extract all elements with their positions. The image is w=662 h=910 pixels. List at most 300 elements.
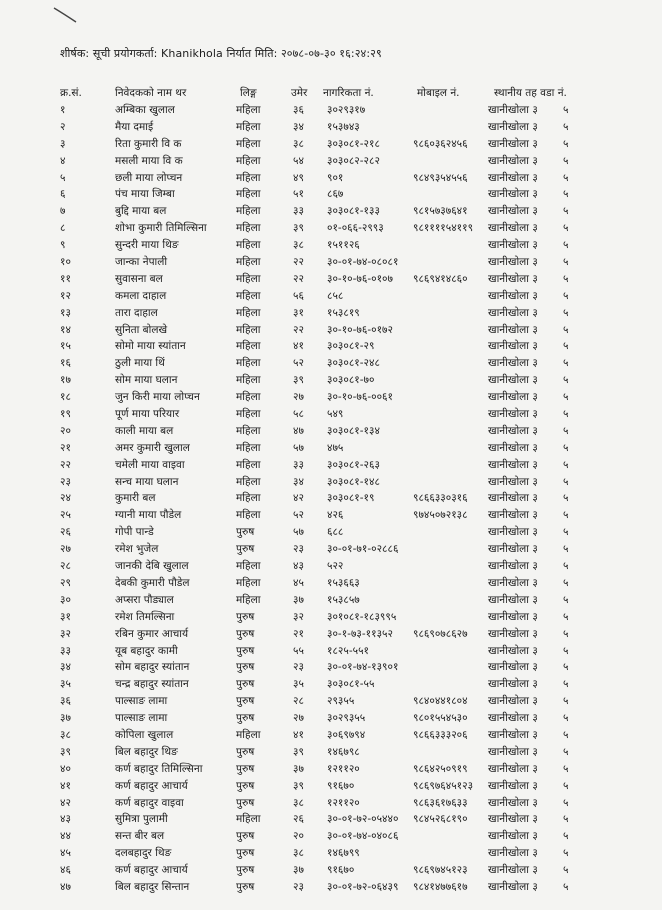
ward-number-cell: ५	[563, 627, 569, 640]
applicant-name-cell: कमला दाहाल	[115, 289, 167, 302]
citizenship-number-cell: ३०३०८१-२९	[327, 340, 375, 353]
age-cell: ५७	[293, 526, 304, 539]
citizenship-number-cell: ३०३०८१-२१८	[327, 137, 380, 150]
table-header	[0, 86, 662, 102]
mobile-number-cell: ९८६९४१४८६०	[413, 272, 468, 285]
applicant-name-cell: रमेश भुजेल	[115, 543, 159, 556]
ward-number-cell: ५	[563, 256, 569, 269]
gender-cell: पुरुष	[236, 661, 255, 674]
serial-number-cell: ३५	[60, 678, 71, 691]
applicant-name-cell: कर्ण बहादुर आचार्य	[115, 779, 188, 792]
local-level-cell: खानीखोला ३	[488, 610, 538, 623]
citizenship-number-cell: १२११२०	[327, 762, 360, 775]
ward-number-cell: ५	[563, 576, 569, 589]
serial-number-cell: ३२	[60, 627, 71, 640]
applicant-name-cell: चमेली माया वाइवा	[115, 458, 185, 471]
gender-cell: महिला	[236, 374, 261, 387]
age-cell: २०	[293, 830, 304, 843]
serial-number-cell: २०	[60, 424, 71, 437]
local-level-cell: खानीखोला ३	[488, 813, 538, 826]
ward-number-cell: ५	[563, 289, 569, 302]
ward-number-cell: ५	[563, 695, 569, 708]
age-cell: ३२	[293, 610, 304, 623]
gender-cell: पुरुष	[236, 543, 255, 556]
applicant-name-cell: पंच माया जिम्बा	[115, 188, 175, 201]
local-level-cell: खानीखोला ३	[488, 357, 538, 370]
table-row	[0, 289, 662, 306]
local-level-cell: खानीखोला ३	[488, 762, 538, 775]
applicant-name-cell: ठुली माया थिं	[115, 357, 165, 370]
applicant-name-cell: सन्त बीर बल	[115, 830, 165, 843]
ward-number-cell: ५	[563, 222, 569, 235]
serial-number-cell: ८	[60, 222, 66, 235]
header-mobile-number: मोबाइल नं.	[417, 87, 460, 99]
ward-number-cell: ५	[563, 847, 569, 860]
age-cell: ३७	[293, 762, 304, 775]
citizenship-number-cell: ३०-१०-७६-०१०७	[327, 272, 393, 285]
mobile-number-cell: ९८११११५४११९	[413, 222, 474, 235]
table-row	[0, 475, 662, 492]
table-row	[0, 171, 662, 188]
serial-number-cell: १२	[60, 289, 71, 302]
citizenship-number-cell: ३०-१०-७६-०१७२	[327, 323, 393, 336]
table-row	[0, 677, 662, 694]
ward-number-cell: ५	[563, 543, 569, 556]
serial-number-cell: ३६	[60, 695, 71, 708]
local-level-cell: खानीखोला ३	[488, 509, 538, 522]
table-row	[0, 812, 662, 829]
citizenship-number-cell: १५३८५७	[327, 593, 360, 606]
gender-cell: महिला	[236, 728, 261, 741]
ward-number-cell: ५	[563, 357, 569, 370]
citizenship-number-cell: ३०२९३१७	[327, 104, 366, 116]
age-cell: ४१	[293, 340, 304, 353]
serial-number-cell: ४५	[60, 847, 71, 860]
citizenship-number-cell: ३०१०८१-१८३९९५	[327, 610, 397, 623]
mobile-number-cell: ९८४०४४१८०४	[413, 695, 468, 708]
age-cell: २२	[293, 256, 304, 269]
ward-number-cell: ५	[563, 205, 569, 218]
citizenship-number-cell: ९०१	[327, 171, 344, 184]
ward-number-cell: ५	[563, 154, 569, 167]
ward-number-cell: ५	[563, 458, 569, 471]
citizenship-number-cell: ३०-०१-७४-१३९०१	[327, 661, 399, 674]
table-row	[0, 373, 662, 390]
local-level-cell: खानीखोला ३	[488, 289, 538, 302]
local-level-cell: खानीखोला ३	[488, 779, 538, 792]
citizenship-number-cell: १५३७४३	[327, 120, 360, 133]
table-row	[0, 627, 662, 644]
table-row	[0, 525, 662, 542]
local-level-cell: खानीखोला ३	[488, 424, 538, 437]
gender-cell: महिला	[236, 205, 261, 218]
citizenship-number-cell: ४२६	[327, 509, 344, 522]
citizenship-number-cell: ५४९	[327, 408, 344, 421]
table-row	[0, 103, 662, 120]
age-cell: ३४	[293, 475, 304, 488]
table-row	[0, 120, 662, 137]
gender-cell: महिला	[236, 289, 261, 302]
gender-cell: महिला	[236, 154, 261, 167]
header-serial-number: क्र.सं.	[60, 87, 82, 99]
citizenship-number-cell: ३०३०८१-७०	[327, 374, 375, 387]
gender-cell: पुरुष	[236, 847, 255, 860]
serial-number-cell: २६	[60, 526, 71, 539]
age-cell: ५४	[293, 154, 304, 167]
age-cell: ३८	[293, 847, 304, 860]
citizenship-number-cell: ३०३०८१-२६३	[327, 458, 380, 471]
gender-cell: पुरुष	[236, 830, 255, 843]
gender-cell: महिला	[236, 222, 261, 235]
applicant-name-cell: पाल्साङ लामा	[115, 712, 168, 725]
age-cell: २१	[293, 627, 304, 640]
age-cell: ४२	[293, 492, 304, 505]
ward-number-cell: ५	[563, 475, 569, 488]
table-row	[0, 306, 662, 323]
citizenship-number-cell: ३०३०८१-१४८	[327, 475, 380, 488]
ward-number-cell: ५	[563, 728, 569, 741]
gender-cell: महिला	[236, 408, 261, 421]
local-level-cell: खानीखोला ३	[488, 492, 538, 505]
table-row	[0, 441, 662, 458]
age-cell: ५१	[293, 188, 304, 201]
gender-cell: महिला	[236, 593, 261, 606]
mobile-number-cell: ९८४५२६८१९०	[413, 813, 468, 826]
gender-cell: पुरुष	[236, 712, 255, 725]
age-cell: ३५	[293, 678, 304, 691]
table-row	[0, 711, 662, 728]
age-cell: २८	[293, 695, 304, 708]
ward-number-cell: ५	[563, 509, 569, 522]
ward-number-cell: ५	[563, 408, 569, 421]
mobile-number-cell: ९८६६३३३२०६	[413, 728, 468, 741]
local-level-cell: खानीखोला ३	[488, 728, 538, 741]
mobile-number-cell: ९७४५०७२१३८	[413, 509, 468, 522]
age-cell: २७	[293, 391, 304, 404]
age-cell: २७	[293, 712, 304, 725]
applicant-name-cell: सुमित्रा पुलामी	[115, 813, 168, 826]
local-level-cell: खानीखोला ३	[488, 104, 538, 116]
gender-cell: पुरुष	[236, 864, 255, 877]
gender-cell: महिला	[236, 188, 261, 201]
mobile-number-cell: ९८६९०७८६२७	[413, 627, 468, 640]
age-cell: ३८	[293, 239, 304, 252]
ward-number-cell: ५	[563, 441, 569, 454]
gender-cell: महिला	[236, 323, 261, 336]
table-row	[0, 644, 662, 661]
citizenship-number-cell: २९३५५	[327, 695, 355, 708]
serial-number-cell: २८	[60, 560, 71, 573]
local-level-cell: खानीखोला ३	[488, 796, 538, 809]
header-citizenship-number: नागरिकता नं.	[323, 87, 374, 99]
age-cell: ५६	[293, 289, 304, 302]
gender-cell: पुरुष	[236, 644, 255, 657]
citizenship-number-cell: ९१६७०	[327, 779, 355, 792]
applicant-name-cell: अम्बिका खुलाल	[115, 104, 175, 116]
ward-number-cell: ५	[563, 137, 569, 150]
age-cell: ४५	[293, 576, 304, 589]
serial-number-cell: १	[60, 104, 66, 116]
citizenship-number-cell: १४६७९९	[327, 847, 360, 860]
citizenship-number-cell: ८६७	[327, 188, 344, 201]
local-level-cell: खानीखोला ३	[488, 340, 538, 353]
age-cell: ५५	[293, 644, 304, 657]
gender-cell: महिला	[236, 391, 261, 404]
ward-number-cell: ५	[563, 323, 569, 336]
age-cell: २६	[293, 813, 304, 826]
applicant-name-cell: कर्ण बहादुर तिमिल्सिना	[115, 762, 203, 775]
citizenship-number-cell: ३०-०१-७२-०६४३९	[327, 880, 399, 893]
gender-cell: पुरुष	[236, 627, 255, 640]
table-row	[0, 610, 662, 627]
local-level-cell: खानीखोला ३	[488, 560, 538, 573]
serial-number-cell: ३०	[60, 593, 71, 606]
table-row	[0, 559, 662, 576]
applicant-name-cell: सुवासना बल	[115, 272, 163, 285]
local-level-cell: खानीखोला ३	[488, 306, 538, 319]
serial-number-cell: २२	[60, 458, 71, 471]
local-level-cell: खानीखोला ३	[488, 576, 538, 589]
ward-number-cell: ५	[563, 104, 569, 116]
gender-cell: महिला	[236, 104, 261, 116]
ward-number-cell: ५	[563, 272, 569, 285]
ward-number-cell: ५	[563, 424, 569, 437]
local-level-cell: खानीखोला ३	[488, 627, 538, 640]
gender-cell: पुरुष	[236, 880, 255, 893]
applicant-name-cell: सुनिता बोलखे	[115, 323, 168, 336]
applicant-name-cell: काली माया बल	[115, 424, 174, 437]
local-level-cell: खानीखोला ३	[488, 678, 538, 691]
table-row	[0, 796, 662, 813]
serial-number-cell: ५	[60, 171, 66, 184]
gender-cell: महिला	[236, 137, 261, 150]
ward-number-cell: ५	[563, 340, 569, 353]
serial-number-cell: ३८	[60, 728, 71, 741]
table-row	[0, 390, 662, 407]
table-row	[0, 187, 662, 204]
serial-number-cell: ४३	[60, 813, 71, 826]
gender-cell: महिला	[236, 441, 261, 454]
citizenship-number-cell: ०१-०६६-२९९३	[327, 222, 384, 235]
citizenship-number-cell: १२११२०	[327, 796, 360, 809]
gender-cell: महिला	[236, 424, 261, 437]
local-level-cell: खानीखोला ३	[488, 543, 538, 556]
age-cell: ४७	[293, 424, 304, 437]
applicant-name-cell: रिता कुमारी वि क	[115, 137, 182, 150]
table-row	[0, 779, 662, 796]
gender-cell: महिला	[236, 239, 261, 252]
age-cell: ४३	[293, 560, 304, 573]
applicant-name-cell: पाल्साङ लामा	[115, 695, 168, 708]
gender-cell: महिला	[236, 357, 261, 370]
gender-cell: महिला	[236, 120, 261, 133]
ward-number-cell: ५	[563, 813, 569, 826]
table-row	[0, 458, 662, 475]
mobile-number-cell: ९८६४२५०९१९	[413, 762, 468, 775]
ward-number-cell: ५	[563, 171, 569, 184]
table-row	[0, 255, 662, 272]
gender-cell: महिला	[236, 560, 261, 573]
ward-number-cell: ५	[563, 644, 569, 657]
table-row	[0, 272, 662, 289]
serial-number-cell: १३	[60, 306, 71, 319]
citizenship-number-cell: ३०-०१-७२-०५४४०	[327, 813, 399, 826]
table-row	[0, 407, 662, 424]
age-cell: ३७	[293, 864, 304, 877]
citizenship-number-cell: ३०३०८१-१३४	[327, 424, 380, 437]
local-level-cell: खानीखोला ३	[488, 475, 538, 488]
citizenship-number-cell: ३०-०१-७१-०२८८६	[327, 543, 399, 556]
table-row	[0, 694, 662, 711]
gender-cell: पुरुष	[236, 779, 255, 792]
ward-number-cell: ५	[563, 492, 569, 505]
citizenship-number-cell: ३०३०८१-२४८	[327, 357, 380, 370]
age-cell: ३९	[293, 222, 304, 235]
citizenship-number-cell: ६८८	[327, 526, 344, 539]
local-level-cell: खानीखोला ३	[488, 171, 538, 184]
ward-number-cell: ५	[563, 610, 569, 623]
serial-number-cell: ३४	[60, 661, 71, 674]
age-cell: ३९	[293, 374, 304, 387]
applicant-name-cell: पूर्ण माया परियार	[115, 408, 180, 421]
age-cell: २३	[293, 543, 304, 556]
serial-number-cell: ४१	[60, 779, 71, 792]
applicant-name-cell: कर्ण बहादुर वाइवा	[115, 796, 184, 809]
ward-number-cell: ५	[563, 762, 569, 775]
serial-number-cell: ३	[60, 137, 66, 150]
gender-cell: पुरुष	[236, 745, 255, 758]
citizenship-number-cell: ४७५	[327, 441, 344, 454]
ward-number-cell: ५	[563, 796, 569, 809]
age-cell: ५२	[293, 357, 304, 370]
gender-cell: महिला	[236, 492, 261, 505]
ward-number-cell: ५	[563, 880, 569, 893]
table-row	[0, 762, 662, 779]
table-row	[0, 829, 662, 846]
local-level-cell: खानीखोला ३	[488, 205, 538, 218]
table-row	[0, 508, 662, 525]
applicant-name-cell: अप्सरा पौड्याल	[115, 593, 174, 606]
age-cell: ३८	[293, 796, 304, 809]
applicant-name-cell: रमेश तिमल्सिना	[115, 610, 175, 623]
applicant-name-cell: कुमारी बल	[115, 492, 156, 505]
serial-number-cell: ११	[60, 272, 71, 285]
citizenship-number-cell: ३०३०८१-५५	[327, 678, 375, 691]
local-level-cell: खानीखोला ३	[488, 154, 538, 167]
ward-number-cell: ५	[563, 239, 569, 252]
header-applicant-name: निवेदकको नाम थर	[115, 87, 187, 99]
serial-number-cell: ४६	[60, 864, 71, 877]
header-age: उमेर	[291, 87, 308, 99]
ward-number-cell: ५	[563, 306, 569, 319]
local-level-cell: खानीखोला ३	[488, 120, 538, 133]
table-row	[0, 491, 662, 508]
serial-number-cell: ९	[60, 239, 66, 252]
applicant-name-cell: बिल बहादुर थिङ	[115, 745, 178, 758]
ward-number-cell: ५	[563, 779, 569, 792]
applicant-name-cell: कोपिला खुलाल	[115, 728, 174, 741]
table-row	[0, 356, 662, 373]
age-cell: ४९	[293, 171, 304, 184]
applicant-name-cell: गोपी पान्डे	[115, 526, 154, 539]
citizenship-number-cell: १५३८१९	[327, 306, 360, 319]
citizenship-number-cell: ५२२	[327, 560, 344, 573]
mobile-number-cell: ९८६०३६२४५६	[413, 137, 468, 150]
pen-stroke-mark	[52, 6, 80, 24]
applicant-name-cell: ग्यानी माया पौडेल	[115, 509, 182, 522]
table-row	[0, 576, 662, 593]
applicant-name-cell: चन्द्र बहादुर स्यांतान	[115, 678, 189, 691]
applicant-name-cell: जुन किरी माया लोप्चन	[115, 391, 200, 404]
serial-number-cell: ४७	[60, 880, 71, 893]
ward-number-cell: ५	[563, 864, 569, 877]
age-cell: २३	[293, 880, 304, 893]
applicant-name-cell: जानकी देबि खुलाल	[115, 560, 189, 573]
gender-cell: पुरुष	[236, 762, 255, 775]
local-level-cell: खानीखोला ३	[488, 272, 538, 285]
age-cell: ३३	[293, 205, 304, 218]
mobile-number-cell: ९८६६३३०३१६	[413, 492, 468, 505]
applicant-name-cell: सोम बहादुर स्यांतान	[115, 661, 190, 674]
age-cell: ३१	[293, 306, 304, 319]
local-level-cell: खानीखोला ३	[488, 391, 538, 404]
serial-number-cell: ३७	[60, 712, 71, 725]
local-level-cell: खानीखोला ३	[488, 526, 538, 539]
citizenship-number-cell: ३०-१-७३-११३५२	[327, 627, 393, 640]
table-row	[0, 846, 662, 863]
serial-number-cell: ४	[60, 154, 66, 167]
gender-cell: महिला	[236, 340, 261, 353]
applicant-name-cell: यूब बहादुर कामी	[115, 644, 178, 657]
age-cell: २२	[293, 272, 304, 285]
local-level-cell: खानीखोला ३	[488, 239, 538, 252]
local-level-cell: खानीखोला ३	[488, 137, 538, 150]
ward-number-cell: ५	[563, 745, 569, 758]
local-level-cell: खानीखोला ३	[488, 408, 538, 421]
applicant-name-cell: बिल बहादुर सिन्तान	[115, 880, 190, 893]
serial-number-cell: ७	[60, 205, 66, 218]
table-row	[0, 424, 662, 441]
applicant-name-cell: देबकी कुमारी पौडेल	[115, 576, 190, 589]
ward-number-cell: ५	[563, 526, 569, 539]
age-cell: ३९	[293, 779, 304, 792]
citizenship-number-cell: ३०२९३५५	[327, 712, 366, 725]
citizenship-number-cell: १५३६६३	[327, 576, 360, 589]
applicant-name-cell: छली माया लोप्चन	[115, 171, 183, 184]
citizenship-number-cell: ३०३०८२-२८२	[327, 154, 380, 167]
mobile-number-cell: ९८१५७३७६४१	[413, 205, 468, 218]
gender-cell: महिला	[236, 256, 261, 269]
applicant-name-cell: बुद्दि माया बल	[115, 205, 167, 218]
local-level-cell: खानीखोला ३	[488, 661, 538, 674]
table-row	[0, 154, 662, 171]
citizenship-number-cell: ३०-०१-७४-०८०८१	[327, 256, 399, 269]
applicant-name-cell: दलबहादुर थिङ	[115, 847, 172, 860]
age-cell: ५८	[293, 408, 304, 421]
citizenship-number-cell: १८२५-५५१	[327, 644, 370, 657]
gender-cell: महिला	[236, 813, 261, 826]
serial-number-cell: ४२	[60, 796, 71, 809]
citizenship-number-cell: ३०३०८१-१९	[327, 492, 375, 505]
local-level-cell: खानीखोला ३	[488, 745, 538, 758]
local-level-cell: खानीखोला ३	[488, 256, 538, 269]
age-cell: ५७	[293, 441, 304, 454]
serial-number-cell: ६	[60, 188, 66, 201]
ward-number-cell: ५	[563, 593, 569, 606]
age-cell: २२	[293, 323, 304, 336]
mobile-number-cell: ९८४९३५४५५६	[413, 171, 468, 184]
table-row	[0, 542, 662, 559]
